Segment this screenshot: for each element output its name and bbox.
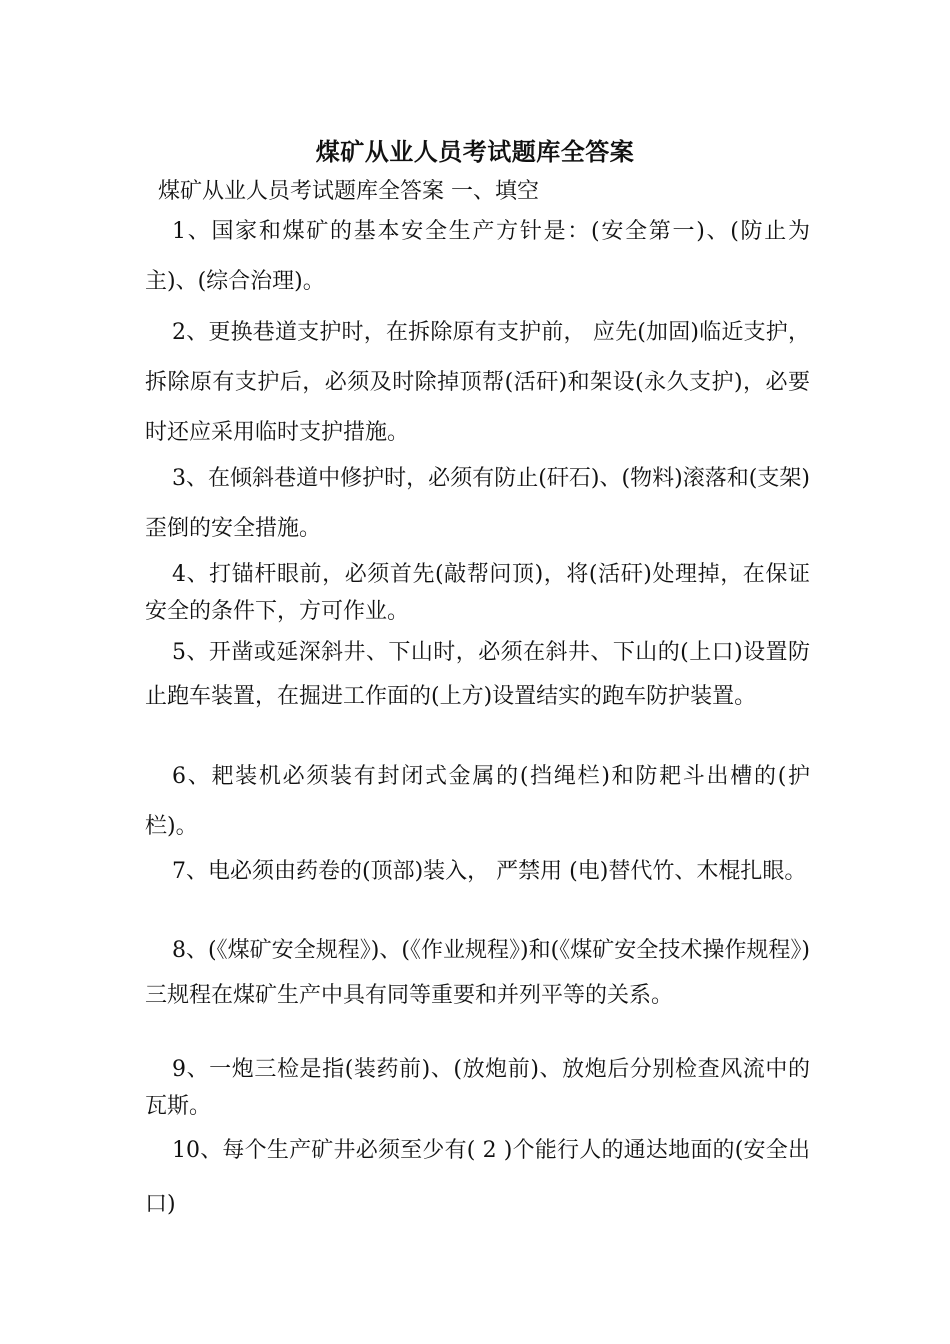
document-title: 煤矿从业人员考试题库全答案 <box>315 137 635 166</box>
question-4: 4、打锚杆眼前，必须首先(敲帮问顶)，将(活矸)处理掉，在保证安全的条件下，方可作业。 <box>145 562 810 624</box>
question-3: 3、在倾斜巷道中修护时，必须有防止(矸石)、(物料)滚落和(支架)歪倒的安全措施。 <box>145 466 810 541</box>
document-subtitle: 煤矿从业人员考试题库全答案 一、填空 <box>158 179 539 204</box>
question-2: 2、更换巷道支护时，在拆除原有支护前， 应先(加固)临近支护，拆除原有支护后，必须及时除掉顶帮(活矸)和架设(永久支护)，必要时还应采用临时支护措施。 <box>145 320 810 445</box>
question-6: 6、耙装机必须装有封闭式金属的(挡绳栏)和防耙斗出槽的(护栏)。 <box>145 764 810 839</box>
question-7: 7、电必须由药卷的(顶部)装入， 严禁用 (电)替代竹、木棍扎眼。 <box>172 859 807 884</box>
question-9: 9、一炮三检是指(装药前)、(放炮前)、放炮后分别检查风流中的瓦斯。 <box>145 1057 810 1119</box>
question-8: 8、(《煤矿安全规程》)、(《作业规程》)和(《煤矿安全技术操作规程》)三规程在煤矿生产中具有同等重要和并列平等的关系。 <box>145 938 810 1008</box>
question-5: 5、开凿或延深斜井、下山时，必须在斜井、下山的(上口)设置防止跑车装置，在掘进工作面的(上方)设置结实的跑车防护装置。 <box>145 640 810 709</box>
question-10: 10、每个生产矿井必须至少有( 2 )个能行人的通达地面的(安全出口) <box>145 1138 810 1217</box>
question-1: 1、国家和煤矿的基本安全生产方针是：(安全第一)、(防止为主)、(综合治理)。 <box>145 219 810 294</box>
